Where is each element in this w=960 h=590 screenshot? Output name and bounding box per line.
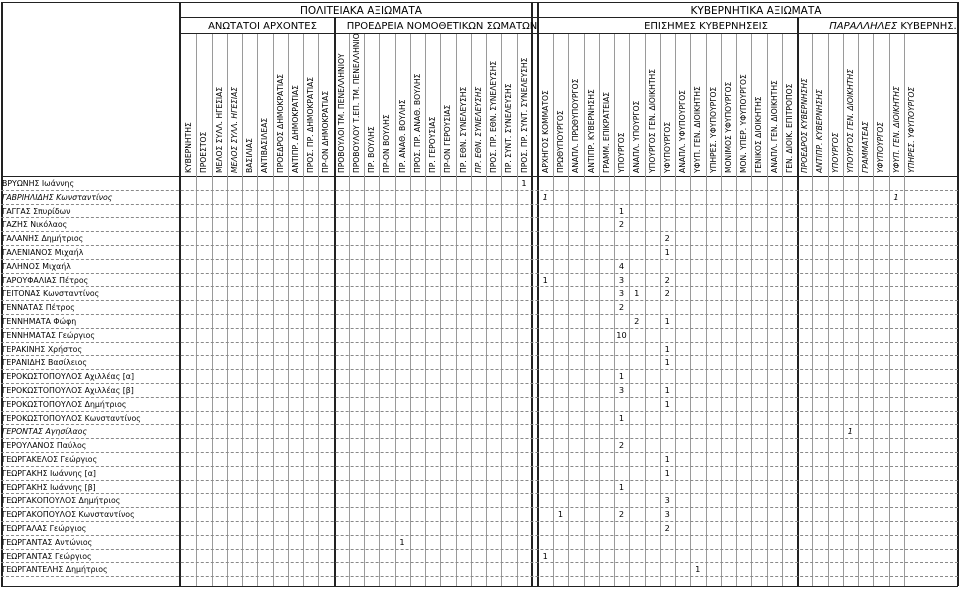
cell-value: 1 [634,288,640,299]
column-header: ΑΡΧΗΓΟΣ ΚΟΜΜΑΤΟΣ [540,90,550,173]
column-header: ΥΦΥΠΟΥΡΓΟΣ [662,121,672,173]
row-name: ΓΕΡΑΚΙΝΗΣ Χρήστος [2,344,83,354]
cell-value: 1 [664,357,670,368]
row-name: ΓΕΩΡΓΑΚΗΣ Ιωάννης [α] [2,468,96,478]
row-name: ΓΕΡΑΝΙΔΗΣ Βασίλειος [2,358,87,368]
row-name: ΓΕΩΡΓΑΚΟΠΟΥΛΟΣ Κωνσταντίνος [2,510,135,520]
cell-value: 1 [618,205,625,216]
frame-bottom [1,586,958,587]
row-separator [1,231,958,232]
rule-header-bottom [1,176,958,177]
row-separator [1,328,958,329]
cell-value: 2 [618,302,625,313]
column-header: ΠΡΟΣ. ΠΡ. ΕΘΝ. ΣΥΝΕΛΕΥΣΗΣ [489,60,498,173]
row-name: ΓΕΝΝΗΜΑΤΑ Φώφη [2,317,77,326]
column-header: ΠΡ. ΒΟΥΛΗΣ [367,126,376,173]
column-header: ΑΝΤΙΒΑΣΙΛΕΑΣ [260,117,270,173]
column-header: ΓΕΝΙΚΟΣ ΔΙΟΙΚΗΤΗΣ [754,96,764,173]
row-separator [1,369,958,370]
column-header: ΥΠΟΥΡΓΟΣ ΓΕΝ. ΔΙΟΙΚΗΤΗΣ [647,69,657,173]
column-header: ΜΟΝΙΜΟΣ ΥΦΥΠΟΥΡΓΟΣ [723,81,733,173]
cell-value: 1 [664,316,670,326]
column-header: ΑΝΤΙΠΡ. ΚΥΒΕΡΝΗΣΗΣ [815,89,825,173]
column-header: ΑΝΑΠΛ. ΥΦΥΠΟΥΡΓΟΣ [678,90,687,173]
column-header: ΠΡ. ΕΘΝ. ΣΥΝΕΛΕΥΣΗΣ [458,86,468,173]
row-separator [1,245,958,246]
cell-value: 2 [618,440,625,451]
cell-value: 1 [542,550,548,561]
column-header: ΜΕΛΟΣ ΣΥΛΛ. ΗΓΕΣΙΑΣ [229,86,239,173]
group-header-governmental: ΚΥΒΕΡΝΗΤΙΚΑ ΑΞΙΩΜΑΤΑ [690,5,822,17]
cell-value: 3 [618,274,625,285]
row-name: ΓΕΝΝΗΜΑΤΑΣ Γεώργιος [2,330,95,340]
row-name: ΓΕΩΡΓΑΝΤΑΣ Αντώνιος [2,537,93,547]
cell-value: 2 [664,274,670,285]
row-separator [1,314,958,315]
column-header: ΥΦΥΠΟΥΡΓΟΣ [876,121,886,173]
row-name: ΓΑΓΓΑΣ Σπυρίδων [2,206,71,216]
column-header: ΠΡΟΣ. ΠΡ. ΑΝΑΘ. ΒΟΥΛΗΣ [412,73,422,173]
column-header: ΠΡ. ΓΕΡΟΥΣΙΑΣ [428,116,437,173]
row-name: ΓΕΩΡΓΑΝΤΕΛΗΣ Δημήτριος [2,565,108,575]
column-header: ΑΝΤΙΠΡ. ΔΗΜΟΚΡΑΤΙΑΣ [290,85,300,173]
column-header: ΥΠΟΥΡΓΟΣ [617,132,626,173]
column-header: ΑΝΑΠΛ. ΠΡΩΘΥΠΟΥΡΓΟΣ [571,78,581,173]
row-separator [1,576,958,577]
cell-value: 2 [634,316,640,326]
row-separator [1,493,958,494]
parallel-label-italic: ΠΑΡΑΛΛΗΛΕΣ [829,21,898,32]
row-name: ΓΑΛΕΝΙΑΝΟΣ Μιχαήλ [2,248,84,257]
row-name: ΓΕΝΝΑΤΑΣ Πέτρος [2,303,75,313]
column-header: ΠΡΟΒΟΥΛΟΥ Τ.ΕΠ. ΤΜ. ΠΕΝΕΛΛΗΝΙΟ [351,33,361,173]
subheader-official-governments: ΕΠΙΣΗΜΕΣ ΚΥΒΕΡΝΗΣΕΙΣ [644,21,768,32]
cell-value: 3 [618,288,625,299]
subheader-legislative: ΠΡΟΕΔΡΕΙΑ ΝΟΜΟΘΕΤΙΚΩΝ ΣΩΜΑΤΩΝ [346,21,538,32]
row-name: ΓΕΩΡΓΑΛΑΣ Γεώργιος [2,524,87,533]
column-header: ΠΡ-ΟΝ ΒΟΥΛΗΣ [382,114,392,173]
row-separator [1,355,958,356]
cell-value: 3 [664,495,670,506]
row-separator [1,438,958,439]
column-header: ΥΠΟΥΡΓΟΣ ΓΕΝ. ΔΙΟΙΚΗΤΗΣ [845,69,855,173]
cell-value: 1 [542,274,548,285]
column-header: ΒΑΣΙΛΙΑΣ [245,138,254,173]
row-name: ΓΑΒΡΙΗΛΙΔΗΣ Κωνσταντίνος [2,192,113,202]
row-separator [1,204,958,205]
column-header: ΓΡΑΜΜ. ΕΠΙΚΡΑΤΕΙΑΣ [601,91,611,173]
row-separator [1,411,958,412]
row-name: ΓΕΩΡΓΑΚΕΛΟΣ Γεώργιος [2,455,98,464]
subheader-supreme-rulers: ΑΝΩΤΑΤΟΙ ΑΡΧΟΝΤΕΣ [208,21,317,32]
cell-value: 10 [616,329,627,340]
cell-value: 1 [664,398,670,409]
row-separator [1,562,958,563]
column-header: ΜΕΛΟΣ ΣΥΛΛ. ΗΓΕΣΙΑΣ [214,86,224,173]
cell-value: 1 [847,426,853,437]
row-name: ΓΕΡΟΚΩΣΤΟΠΟΥΛΟΣ Αχιλλέας [β] [2,386,134,395]
group-header-political: ΠΟΛΙΤΕΙΑΚΑ ΑΞΙΩΜΑΤΑ [300,5,422,17]
column-header: ΓΡΑΜΜΑΤΕΑΣ [861,121,870,173]
cell-value: 1 [695,564,701,575]
cell-value: 4 [618,260,625,271]
cell-value: 1 [664,247,670,257]
cell-value: 3 [664,509,670,520]
cell-value: 1 [664,454,670,464]
cell-value: 1 [399,536,405,547]
column-header: ΑΝΑΠΛ. ΓΕΝ. ΔΙΟΙΚΗΤΗΣ [769,80,779,173]
column-header: ΜΟΝ. ΥΠΕΡ. ΥΦΥΠΟΥΡΓΟΣ [739,74,748,173]
column-header: ΥΦΥΠ. ΓΕΝ. ΔΙΟΙΚΗΤΗΣ [891,86,901,173]
row-name: ΓΕΡΟΚΩΣΤΟΠΟΥΛΟΣ Δημήτριος [2,399,127,409]
row-name: ΒΡΥΩΝΗΣ Ιωάννης [2,179,75,188]
row-name: ΓΕΙΤΟΝΑΣ Κωνσταντίνος [2,289,100,299]
cell-value: 1 [618,481,625,492]
row-name: ΓΑΛΑΝΗΣ Δημήτριος [2,234,84,244]
cell-value: 1 [618,371,625,382]
row-separator [1,190,958,191]
row-separator [1,521,958,522]
row-name: ΓΑΖΗΣ Νικόλαος [2,220,68,230]
row-name: ΓΕΩΡΓΑΝΤΑΣ Γεώργιος [2,551,92,561]
row-name: ΓΕΡΟΚΩΣΤΟΠΟΥΛΟΣ Αχιλλέας [α] [2,372,134,382]
column-header: ΠΡ. ΕΘΝ. ΣΥΝΕΛΕΥΣΗΣ [473,86,483,173]
row-separator [1,549,958,550]
row-separator [1,466,958,467]
column-header: ΠΡ-ΟΝ ΓΕΡΟΥΣΙΑΣ [443,104,453,173]
block-divider-left [531,2,533,586]
row-separator [1,480,958,481]
cell-value: 2 [664,288,670,299]
cell-value: 2 [664,523,670,533]
column-header: ΠΡΟΕΔΡΟΣ ΚΥΒΕΡΝΗΣΗΣ [800,78,809,173]
row-separator [1,424,958,425]
column-header: ΠΡΟΕΔΡΟΣ ΔΗΜΟΚΡΑΤΙΑΣ [275,73,285,173]
row-name: ΓΕΡΟΝΤΑΣ Αγησίλαος [2,427,88,437]
row-name: ΓΕΡΟΚΩΣΤΟΠΟΥΛΟΣ Κωνσταντίνος [2,413,141,423]
cell-value: 2 [618,219,625,230]
column-header: ΠΡ. ΑΝΑΘ. ΒΟΥΛΗΣ [397,99,407,173]
cell-value: 1 [521,178,527,188]
row-name: ΓΕΡΟΥΛΑΝΟΣ Παύλος [2,441,87,451]
cell-value: 2 [618,509,625,520]
cell-value: 1 [618,412,625,423]
row-separator [1,507,958,508]
column-header: ΠΡΟΕΣΤΟΣ [199,131,209,173]
row-separator [1,342,958,343]
row-name: ΓΑΡΟΥΦΑΛΙΑΣ Πέτρος [2,275,89,285]
column-header: ΥΠΗΡΕΣ. ΥΦΥΠΟΥΡΓΟΣ [708,86,718,173]
column-header: ΠΡΟΣ. ΠΡ. ΔΗΜΟΚΡΑΤΙΑΣ [306,76,315,173]
column-header: ΠΡΟΒΟΥΛΟΙ ΤΜ. ΠΕΝΕΛΛΗΝΙΟΥ [336,53,346,173]
row-separator [1,217,958,218]
cell-value: 3 [618,385,625,395]
row-separator [1,300,958,301]
row-separator [1,535,958,536]
column-header: ΥΠΗΡΕΣ. ΥΦΥΠΟΥΡΓΟΣ [906,86,916,173]
frame-right [957,2,959,586]
row-separator [1,452,958,453]
parallel-label-rest: ΚΥΒΕΡΝΗΣ. [900,21,957,32]
column-header: ΠΡΩΘΥΠΟΥΡΓΟΣ [556,110,565,173]
column-header: ΑΝΤΙΠΡ. ΚΥΒΕΡΝΗΣΗΣ [586,89,596,173]
row-name: ΓΑΛΗΝΟΣ Μιχαήλ [2,261,71,271]
row-name: ΓΕΩΡΓΑΚΗΣ Ιωάννης [β] [2,482,96,492]
column-header: ΓΕΝ. ΔΙΟΙΚ. ΕΠΙΤΡΟΠΟΣ [784,83,794,173]
cell-value: 2 [664,233,670,244]
row-separator [1,397,958,398]
column-header: ΠΡ-ΟΝ ΔΗΜΟΚΡΑΤΙΑΣ [321,90,331,173]
column-header: ΥΦΥΠ. ΓΕΝ. ΔΙΟΙΚΗΤΗΣ [693,86,703,173]
column-header: ΠΡΟΣ. ΠΡ. ΣΥΝΤ. ΣΥΝΕΛΕΥΣΗΣ [519,57,529,173]
cell-value: 1 [664,343,670,354]
name-column-divider [179,2,181,586]
cell-value: 1 [664,385,670,395]
cell-value: 1 [893,191,899,202]
row-name: ΓΕΩΡΓΑΚΟΠΟΥΛΟΣ Δημήτριος [2,496,121,506]
row-separator [1,286,958,287]
cell-value: 1 [542,191,548,202]
row-separator [1,273,958,274]
row-separator [1,259,958,260]
column-header: ΚΥΒΕΡΝΗΤΗΣ [184,122,193,173]
column-header: ΠΡ. ΣΥΝΤ. ΣΥΝΕΛΕΥΣΗΣ [504,83,514,173]
cell-value: 1 [557,509,564,520]
column-header: ΥΠΟΥΡΓΟΣ [830,132,840,173]
cell-value: 1 [664,467,670,478]
row-separator [1,383,958,384]
column-header: ΑΝΑΠΛ. ΥΠΟΥΡΓΟΣ [632,100,642,173]
